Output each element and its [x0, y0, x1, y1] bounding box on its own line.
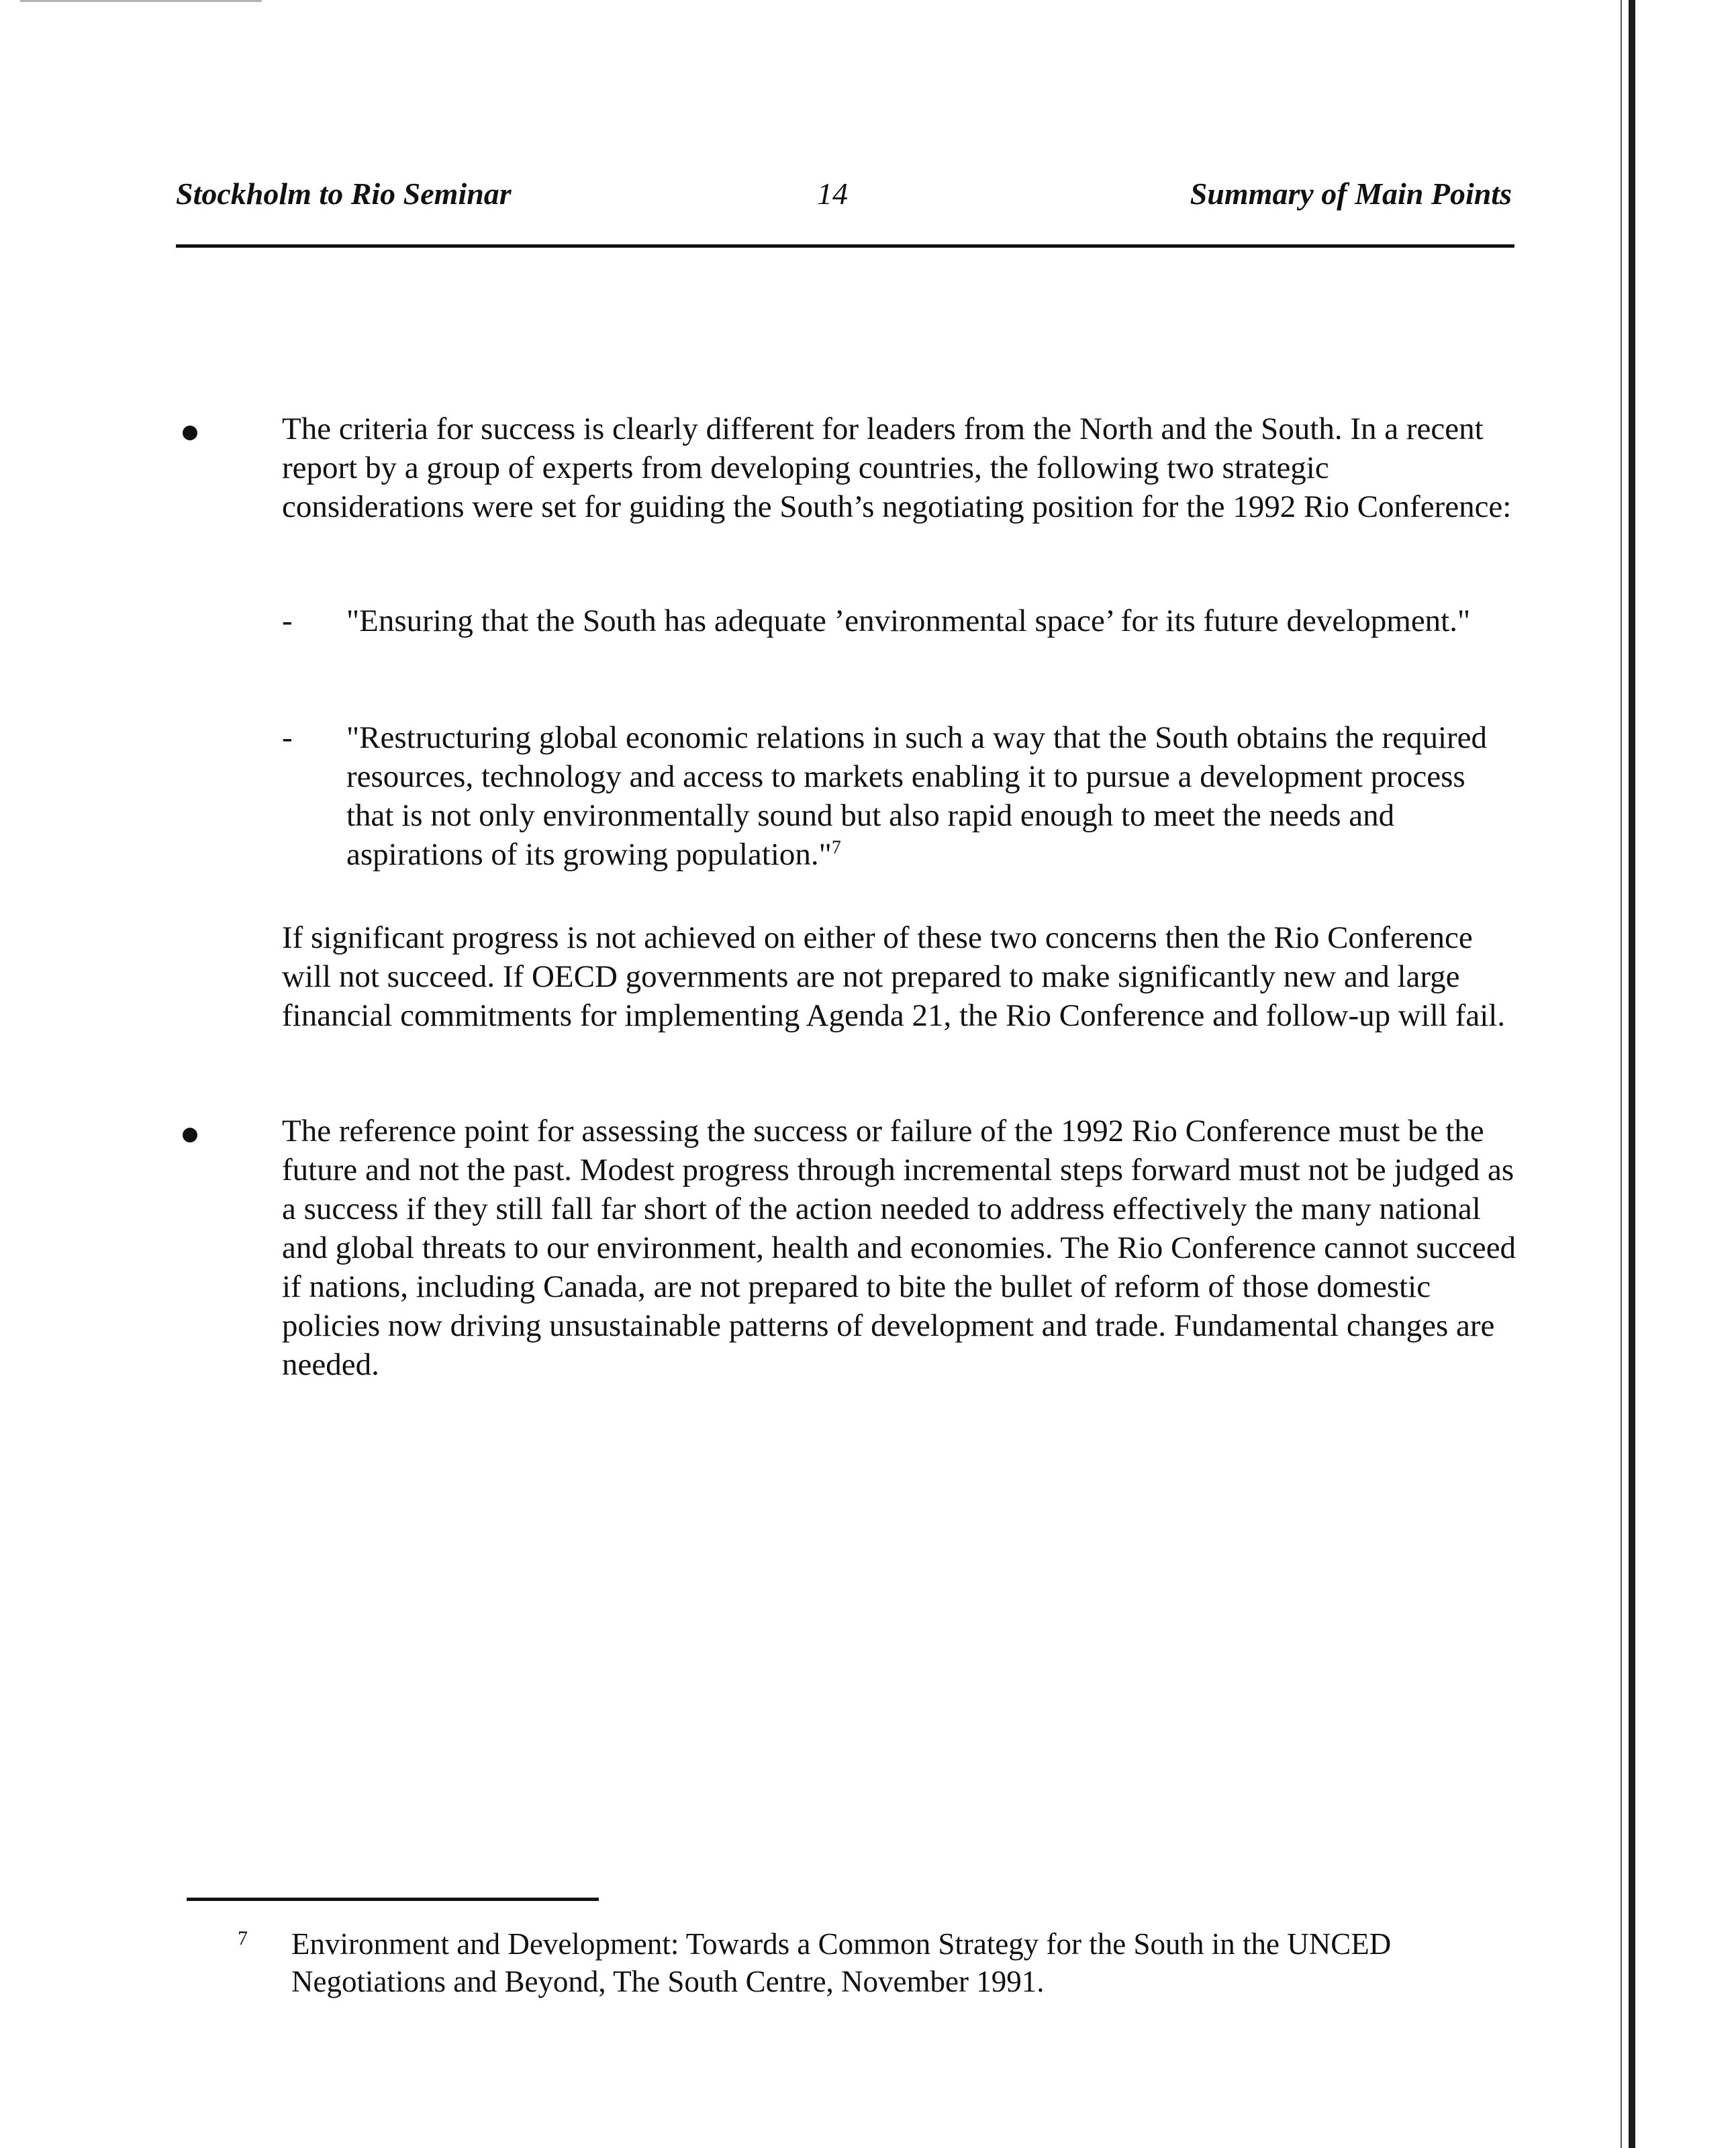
footnote-text: Environment and Development: Towards a Common Strategy for the South in the UNCED Negotiations and Beyond, The South Centre, November 1991.	[291, 1927, 1392, 1998]
header-section: Summary of Main Points	[1190, 177, 1512, 211]
dash-mark: -	[282, 603, 293, 638]
bullet-text: The reference point for assessing the success or failure of the 1992 Rio Conference must be the future and not the past. Modest progress through incremental steps forward must not be judged as a success if they still fall far short of the action needed to address effectively the many national and global threats to our environment, health and economies. The Rio Conference cannot succeed if nations, including Canada, are not prepared to bite the bullet of reform of those domestic policies now driving unsustainable patterns of development and trade. Fundamental changes are needed.	[282, 1114, 1516, 1382]
page-number: 14	[817, 177, 848, 211]
bullet-dot	[183, 1128, 197, 1142]
follow-up-paragraph: If significant progress is not achieved on either of these two concerns then the Rio Conference will not succeed. If OECD governments are not prepared to make significantly new and large financial commitments for implementing Agenda 21, the Rio Conference and follow-up will fail.	[282, 920, 1506, 1033]
scan-edge-shadow	[1629, 0, 1635, 2148]
scan-artifact	[20, 0, 262, 2]
footnote-rule	[187, 1898, 599, 1901]
running-header	[176, 176, 1512, 223]
quote-text-block	[346, 718, 1517, 874]
footnote-reference: 7	[831, 837, 841, 859]
header-title: Stockholm to Rio Seminar	[176, 177, 512, 211]
header-rule	[176, 244, 1514, 248]
scan-edge-line	[1621, 0, 1622, 2148]
bullet-text: The criteria for success is clearly different for leaders from the North and the South. In a recent report by a group of experts from developing countries, the following two strategic considerations were set for guiding the South’s negotiating position for the 1992 Rio Conference:	[282, 411, 1512, 524]
quote-text: "Ensuring that the South has adequate ’environmental space’ for its future development."	[346, 603, 1471, 638]
quote-text: "Restructuring global economic relations in such a way that the South obtains the required resources, technology and access to markets enabling it to pursue a development process that is not only environmentally sound but also rapid enough to meet the needs and aspirations of its growing population."	[346, 720, 1488, 872]
footnote-marker: 7	[238, 1927, 248, 1949]
dash-mark: -	[282, 720, 293, 755]
bullet-dot	[183, 426, 197, 440]
